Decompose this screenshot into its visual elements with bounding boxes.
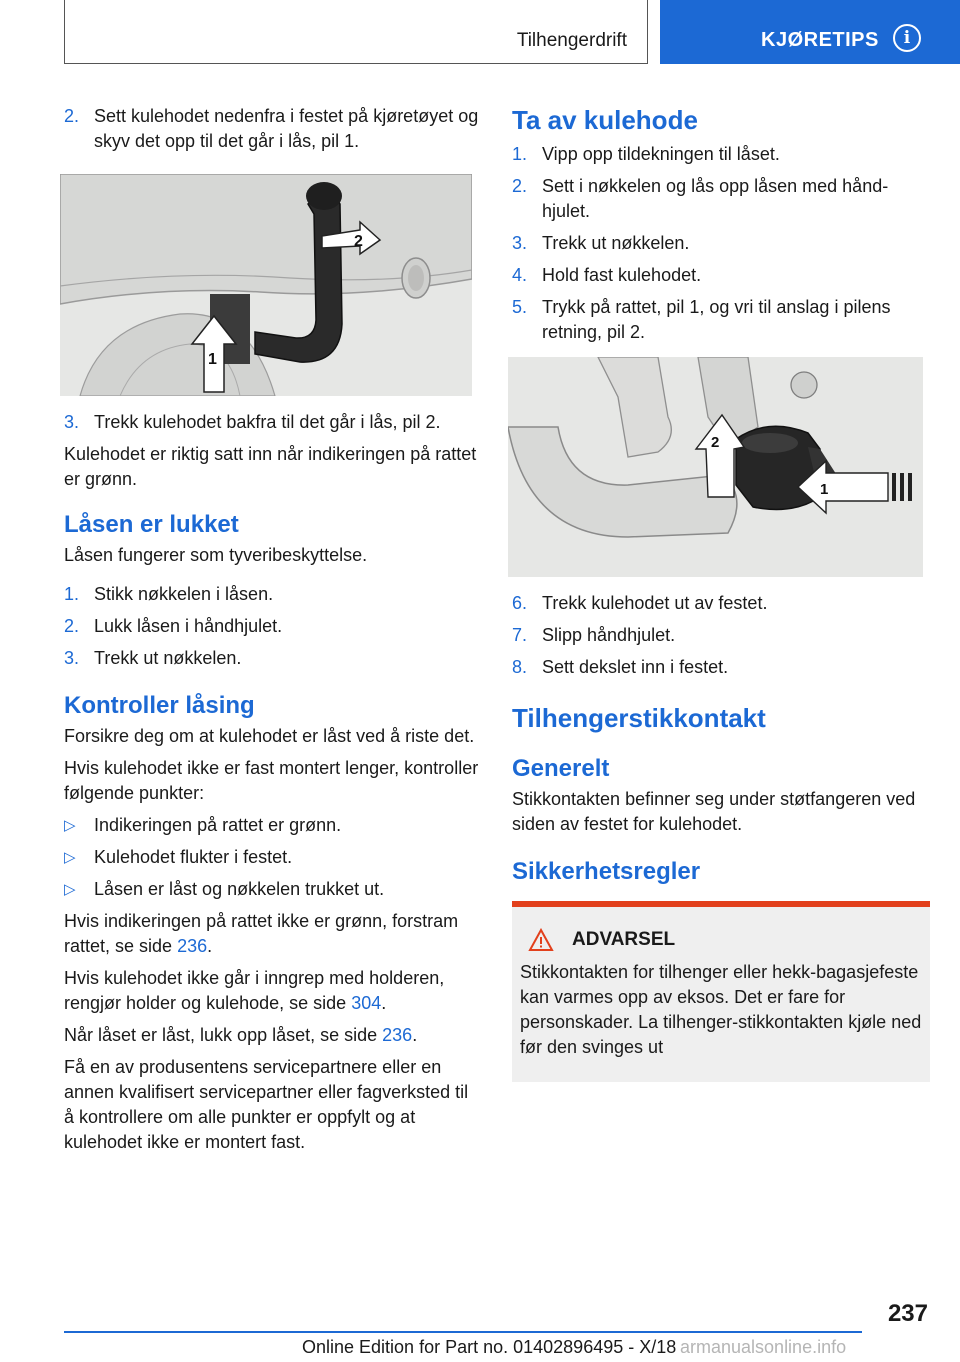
arrow-1-label: 1: [820, 481, 829, 498]
step-number: 1.: [512, 144, 528, 164]
paragraph-end: .: [381, 993, 387, 1013]
step-number: 6.: [512, 593, 528, 613]
step-item: [512, 655, 930, 680]
step-text: Stikk nøkkelen i låsen.: [94, 584, 274, 604]
step-text: Trykk på rattet, pil 1, og vri til anslag i pilens retning, pil 2.: [542, 297, 891, 342]
step-text: Vipp opp tildekningen til låset.: [542, 144, 780, 164]
step-number: 7.: [512, 625, 528, 645]
step-item: [64, 410, 482, 435]
section-heading-locked: Låsen er lukket: [64, 511, 239, 538]
footer-edition: Online Edition for Part no. 01402896495 - X/18: [302, 1337, 677, 1357]
paragraph: Stikkontakten befinner seg under støtfangeren ved siden av festet for kulehodet.: [512, 789, 916, 834]
footer-watermark: armanualsonline.info: [680, 1337, 847, 1357]
bullet-item: [64, 813, 482, 838]
arrow-2-label: 2: [354, 233, 363, 250]
header-section-box: [64, 0, 648, 64]
warning-title: ADVARSEL: [572, 929, 676, 950]
paragraph: Få en av produsentens servicepartnere eller en annen kvalifisert servicepartner eller fagverksted til å kontrollere om alle punkter er oppfylt og at kulehodet ikke er montert fast.: [64, 1057, 469, 1152]
warning-triangle-icon: [528, 928, 554, 952]
paragraph: [64, 909, 482, 959]
bullet-marker-icon: ▷: [64, 849, 76, 866]
step-number: 5.: [512, 297, 528, 317]
bullet-text: Låsen er låst og nøkkelen trukket ut.: [94, 879, 385, 899]
bullet-item: [64, 845, 482, 870]
section-heading-remove: Ta av kulehode: [512, 105, 698, 135]
step-item: [512, 174, 930, 224]
left-column: [64, 104, 482, 1162]
bullet-text: Kulehodet flukter i festet.: [94, 847, 293, 867]
warning-header: [520, 927, 922, 952]
step-item: [64, 646, 482, 671]
figure-handwheel: [508, 357, 923, 577]
step-number: 4.: [512, 265, 528, 285]
section-heading-socket: Tilhengerstikkontakt: [512, 703, 766, 733]
step-item: [64, 582, 482, 607]
step-item: [512, 591, 930, 616]
header-tab[interactable]: [660, 0, 960, 64]
step-text: Lukk låsen i håndhjulet.: [94, 616, 283, 636]
paragraph-end: .: [207, 936, 213, 956]
step-item: [512, 263, 930, 288]
arrow-1-label: 1: [208, 351, 217, 368]
paragraph-text: Hvis kulehodet ikke går i inngrep med holderen, rengjør holder og kulehode, se side: [64, 968, 445, 1013]
step-number: 3.: [64, 648, 80, 668]
step-number: 1.: [64, 584, 80, 604]
step-number: 2.: [64, 616, 80, 636]
header-section-title: Tilhengerdrift: [516, 30, 627, 51]
figure-mount-svg: [60, 174, 472, 396]
bullet-marker-icon: ▷: [64, 817, 76, 834]
paragraph: Kulehodet er riktig satt inn når indikeringen på rattet er grønn.: [64, 444, 477, 489]
step-text: Slipp håndhjulet.: [542, 625, 676, 645]
step-text: Trekk kulehodet ut av festet.: [542, 593, 768, 613]
step-item: [64, 614, 482, 639]
figure-handwheel-svg: [508, 357, 923, 577]
section-heading-general: Generelt: [512, 755, 610, 782]
step-item: [512, 623, 930, 648]
header-tab-label: KJØRETIPS: [761, 29, 879, 51]
bullet-item: [64, 877, 482, 902]
step-text: Trekk ut nøkkelen.: [542, 233, 690, 253]
page-number: 237: [887, 1300, 928, 1327]
paragraph-text: Når låset er låst, lukk opp låset, se side: [64, 1025, 383, 1045]
step-text: Sett dekslet inn i festet.: [542, 657, 729, 677]
step-number: 3.: [512, 233, 528, 253]
step-number: 3.: [64, 412, 80, 432]
step-text: Sett i nøkkelen og lås opp låsen med håndhjulet.: [542, 176, 889, 221]
paragraph: [64, 966, 482, 1016]
step-text: Trekk kulehodet bakfra til det går i lås, pil 2.: [94, 412, 441, 432]
paragraph: [64, 1023, 482, 1048]
section-heading-safety: Sikkerhetsregler: [512, 858, 701, 885]
page-link[interactable]: 236: [382, 1025, 413, 1045]
step-number: 8.: [512, 657, 528, 677]
section-heading-check: Kontroller låsing: [64, 692, 255, 719]
paragraph: Forsikre deg om at kulehodet er låst ved å riste det.: [64, 726, 475, 746]
paragraph: Låsen fungerer som tyveribeskyttelse.: [64, 545, 368, 565]
step-item: [512, 142, 930, 167]
step-text: Trekk ut nøkkelen.: [94, 648, 242, 668]
bullet-marker-icon: ▷: [64, 881, 76, 898]
step-item: [512, 295, 930, 345]
step-item: [512, 231, 930, 256]
warning-text: Stikkontakten for tilhenger eller hekk-bagasjefeste kan varmes opp av eksos. Det er fare for personskader. La tilhenger-stikkontakten kjøle ned før den svinges ut: [520, 962, 922, 1057]
paragraph: Hvis kulehodet ikke er fast montert lenger, kontroller følgende punkter:: [64, 758, 479, 803]
bullet-text: Indikeringen på rattet er grønn.: [94, 815, 342, 835]
step-number: 2.: [64, 106, 80, 126]
paragraph-text: Hvis indikeringen på rattet ikke er grønn, forstram rattet, se side: [64, 911, 459, 956]
step-text: Sett kulehodet nedenfra i festet på kjøretøyet og skyv det opp til det går i lås, pil 1.: [94, 106, 479, 151]
page-link[interactable]: 236: [177, 936, 208, 956]
footer-divider: [64, 1331, 862, 1333]
arrow-2-label: 2: [711, 434, 720, 451]
figure-mount-ball-head: [60, 174, 472, 396]
info-icon[interactable]: i: [893, 24, 921, 52]
right-column: [512, 104, 930, 1082]
step-number: 2.: [512, 176, 528, 196]
step-item: [64, 104, 482, 154]
paragraph-end: .: [412, 1025, 418, 1045]
warning-box: [512, 901, 930, 1082]
page-link[interactable]: 304: [351, 993, 382, 1013]
step-text: Hold fast kulehodet.: [542, 265, 702, 285]
